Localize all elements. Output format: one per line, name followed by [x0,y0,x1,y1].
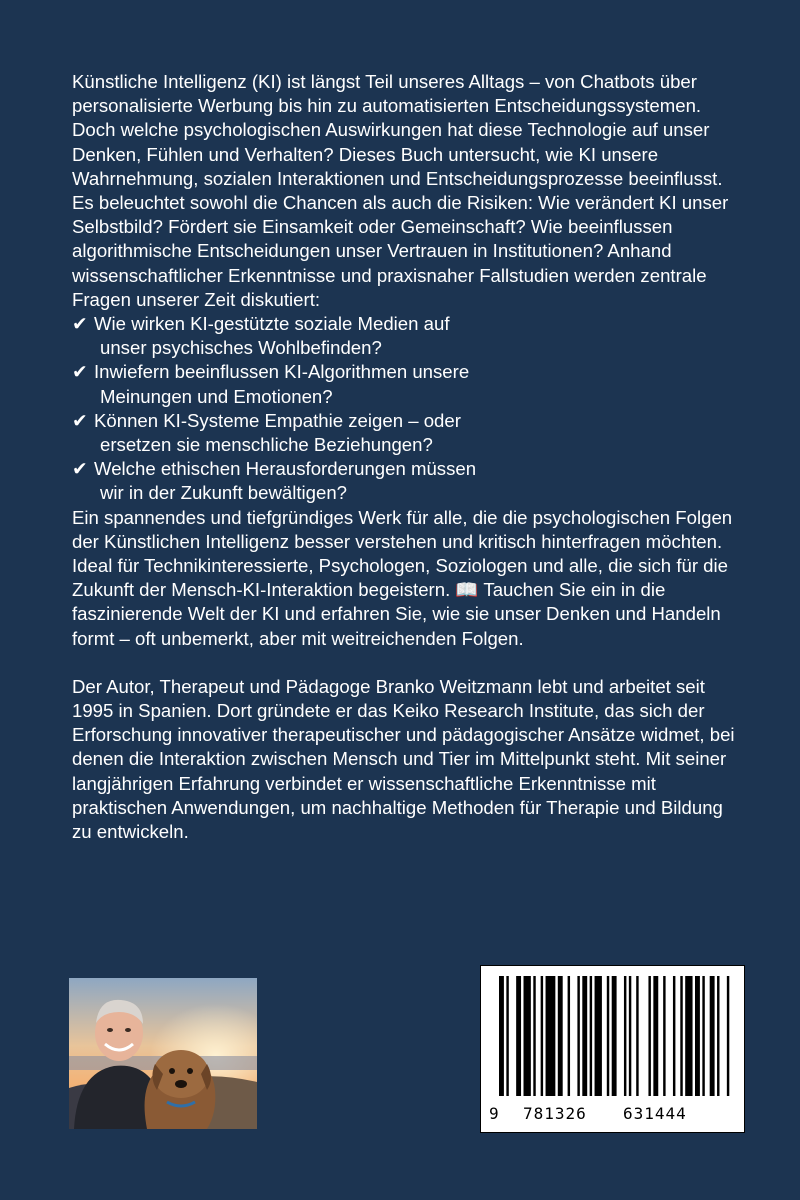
checklist-item [72,312,742,360]
barcode-bar [636,976,638,1096]
isbn-barcode [480,965,745,1133]
isbn-number [481,1104,746,1126]
checklist-text-continued: unser psychisches Wohlbefinden? [100,337,382,359]
barcode-bar [727,976,729,1096]
barcode-bar [663,976,665,1096]
checkmark-icon: ✔ [72,313,88,335]
barcode-bar [582,976,587,1096]
barcode-bar [506,976,508,1096]
barcode-bar [516,976,521,1096]
barcode-bar [541,976,543,1096]
author-photo [69,978,257,1129]
isbn-right-group: 631444 [623,1104,687,1123]
barcode-bar [685,976,692,1096]
checklist-text-continued: Meinungen und Emotionen? [100,385,333,407]
barcode-bar [629,976,631,1096]
barcode-bar [595,976,602,1096]
barcode-bar [612,976,617,1096]
barcode-bar [546,976,556,1096]
barcode-bar [717,976,719,1096]
back-cover-text [72,70,742,844]
barcode-bar [624,976,626,1096]
barcode-bars [481,966,746,1106]
barcode-bar [524,976,531,1096]
barcode-bar [499,976,504,1096]
checklist-text: Inwiefern beeinflussen KI-Algorithmen unsere [94,361,470,383]
barcode-bar [648,976,650,1096]
barcode-bar [607,976,609,1096]
checklist-item [72,409,742,457]
checklist-text-continued: ersetzen sie menschliche Beziehungen? [100,434,433,456]
checklist-item [72,360,742,408]
author-with-dog-image [69,978,257,1129]
question-checklist [72,312,742,506]
barcode-bar [558,976,563,1096]
checklist-item [72,457,742,505]
barcode-bar [533,976,535,1096]
barcode-bar [653,976,658,1096]
checkmark-icon: ✔ [72,361,88,383]
barcode-bar [577,976,579,1096]
barcode-bar [680,976,682,1096]
isbn-left-group: 781326 [523,1104,587,1123]
checklist-text: Können KI-Systeme Empathie zeigen – oder [94,409,461,431]
checkmark-icon: ✔ [72,458,88,480]
checklist-text: Welche ethischen Herausforderungen müssen [94,458,477,480]
barcode-bar [695,976,700,1096]
barcode-bar [673,976,675,1096]
barcode-bar [710,976,715,1096]
isbn-first-digit: 9 [489,1104,500,1123]
closing-paragraph: Ein spannendes und tiefgründiges Werk für alle, die die psychologischen Folgen der Künstlichen Intelligenz besser verstehen und kritisch hinterfragen möchten. Ideal für Technikinteressierte, Psychologen, Soziologen und alle, die sich für die Zukunft der Mensch-KI-Interaktion begeistern. 📖 Tauchen Sie ein in die faszinierende Welt der KI und erfahren Sie, wie sie unser Denken und Handeln formt – oft unbemerkt, aber mit weitreichenden Folgen. [72,506,733,649]
author-bio: Der Autor, Therapeut und Pädagoge Branko Weitzmann lebt und arbeitet seit 1995 in Spanien. Dort gründete er das Keiko Research Institute, das sich der Erforschung innovativer therapeutischer und pädagogischer Ansätze widmet, bei denen die Interaktion zwischen Mensch und Tier im Mittelpunkt steht. Mit seiner langjährigen Erfahrung verbindet er wissenschaftliche Erkenntnisse mit praktischen Anwendungen, um nachhaltige Methoden für Therapie und Bildung zu entwickeln. [72,675,735,843]
paragraph-spacer [72,651,742,675]
barcode-bar [702,976,704,1096]
barcode-bar [568,976,570,1096]
intro-paragraph: Künstliche Intelligenz (KI) ist längst Teil unseres Alltags – von Chatbots über personalisierte Werbung bis hin zu automatisierten Entscheidungssystemen. Doch welche psychologischen Auswirkungen hat diese Technologie auf unser Denken, Fühlen und Verhalten? Dieses Buch untersucht, wie KI unsere Wahrnehmung, sozialen Interaktionen und Entscheidungsprozesse beeinflusst. Es beleuchtet sowohl die Chancen als auch die Risiken: Wie verändert KI unser Selbstbild? Fördert sie Einsamkeit oder Gemeinschaft? Wie beeinflussen algorithmische Entscheidungen unser Vertrauen in Institutionen? Anhand wissenschaftlicher Erkenntnisse und praxisnaher Fallstudien werden zentrale Fragen unserer Zeit diskutiert: [72,71,729,310]
checklist-text-continued: wir in der Zukunft bewältigen? [100,482,348,504]
checkmark-icon: ✔ [72,409,88,431]
barcode-bar [590,976,592,1096]
checklist-text: Wie wirken KI-gestützte soziale Medien auf [94,313,450,335]
